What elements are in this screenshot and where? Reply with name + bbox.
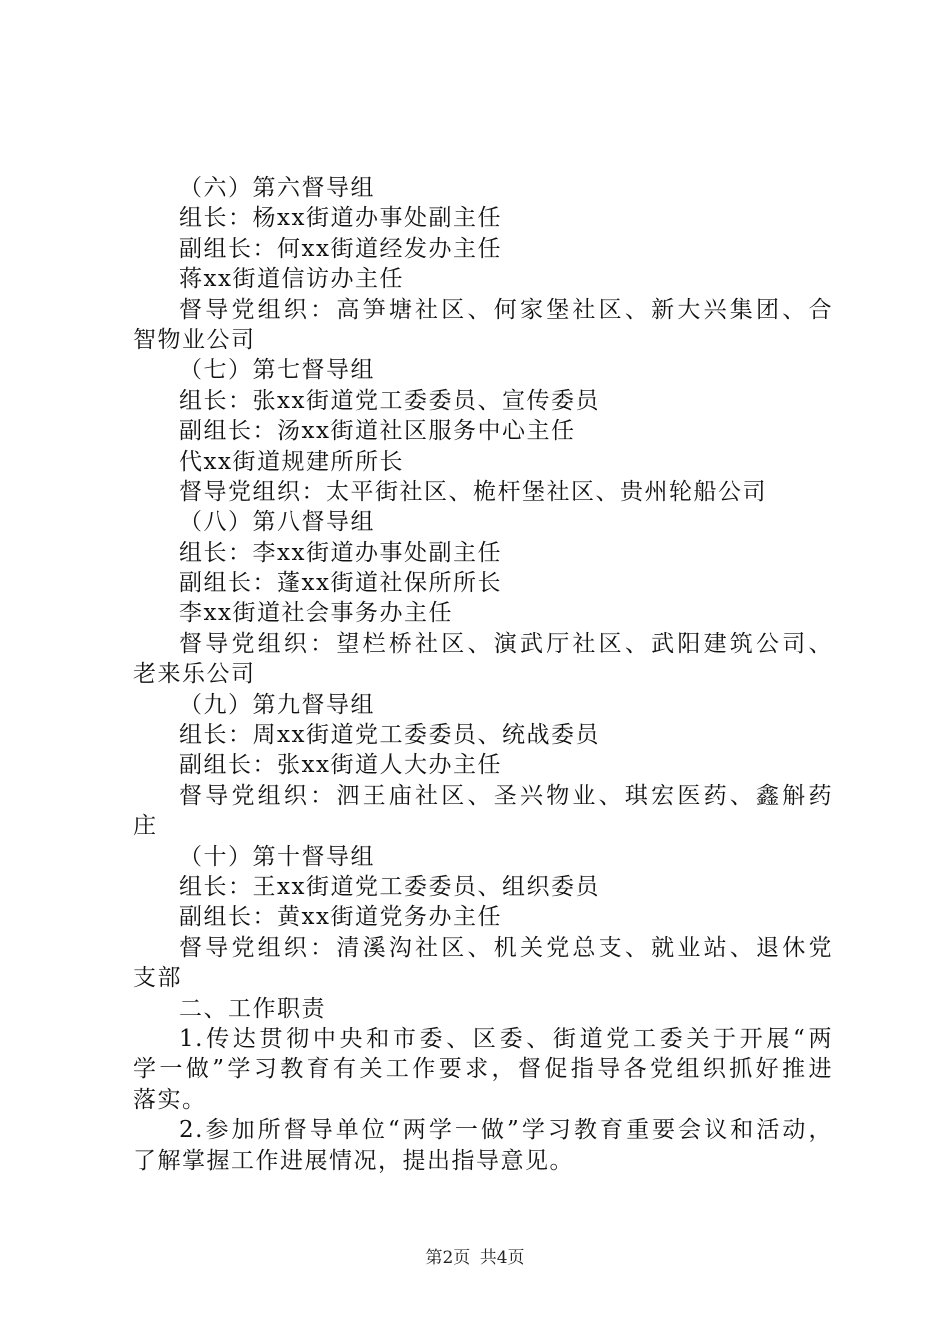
text-line: 副组长：何xx街道经发办主任 xyxy=(179,235,502,262)
text-line: （九）第九督导组 xyxy=(179,691,375,718)
text-line: 2.参加所督导单位“两学一做”学习教育重要会议和活动， xyxy=(179,1117,833,1144)
page-footer xyxy=(0,1243,950,1268)
text-line: 支部 xyxy=(133,965,182,992)
text-line: 老来乐公司 xyxy=(133,661,256,688)
text-line: 组长：周xx街道党工委委员、统战委员 xyxy=(179,722,600,749)
page-number: 第2页 xyxy=(425,1248,471,1268)
document-body xyxy=(133,173,833,1176)
text-line: 督导党组织：望栏桥社区、演武厅社区、武阳建筑公司、 xyxy=(179,630,833,657)
text-line: 组长：王xx街道党工委委员、组织委员 xyxy=(179,873,600,900)
text-line: 组长：杨xx街道办事处副主任 xyxy=(179,205,502,232)
text-line: 督导党组织：太平街社区、桅杆堡社区、贵州轮船公司 xyxy=(179,478,767,505)
text-line: （十）第十督导组 xyxy=(179,843,375,870)
text-line: 庄 xyxy=(133,813,158,840)
text-line: 督导党组织：高笋塘社区、何家堡社区、新大兴集团、合 xyxy=(179,296,833,323)
text-line: （七）第七督导组 xyxy=(179,357,375,384)
text-line: 副组长：汤xx街道社区服务中心主任 xyxy=(179,418,576,445)
text-line: 组长：张xx街道党工委委员、宣传委员 xyxy=(179,387,600,414)
text-line: （八）第八督导组 xyxy=(179,509,375,536)
text-line: 代xx街道规建所所长 xyxy=(179,448,404,475)
text-line: （六）第六督导组 xyxy=(179,175,375,201)
text-line: 副组长：张xx街道人大办主任 xyxy=(179,752,502,779)
text-line: 了解掌握工作进展情况，提出指导意见。 xyxy=(133,1147,574,1174)
text-line: 蒋xx街道信访办主任 xyxy=(179,266,404,293)
text-line: 组长：李xx街道办事处副主任 xyxy=(179,539,502,566)
text-line: 落实。 xyxy=(133,1086,207,1113)
text-line: 智物业公司 xyxy=(133,326,256,353)
text-line: 督导党组织：清溪沟社区、机关党总支、就业站、退休党 xyxy=(179,934,833,961)
text-line: 1.传达贯彻中央和市委、区委、街道党工委关于开展“两 xyxy=(179,1025,833,1052)
page-total: 共4页 xyxy=(479,1248,525,1268)
text-line: 副组长：蓬xx街道社保所所长 xyxy=(179,570,502,597)
text-line: 李xx街道社会事务办主任 xyxy=(179,600,453,627)
text-line: 副组长：黄xx街道党务办主任 xyxy=(179,904,502,931)
text-line: 督导党组织：泗王庙社区、圣兴物业、琪宏医药、鑫斛药 xyxy=(179,782,833,809)
text-line: 学一做”学习教育有关工作要求，督促指导各党组织抓好推进 xyxy=(133,1056,833,1083)
text-line: 二、工作职责 xyxy=(179,995,326,1022)
